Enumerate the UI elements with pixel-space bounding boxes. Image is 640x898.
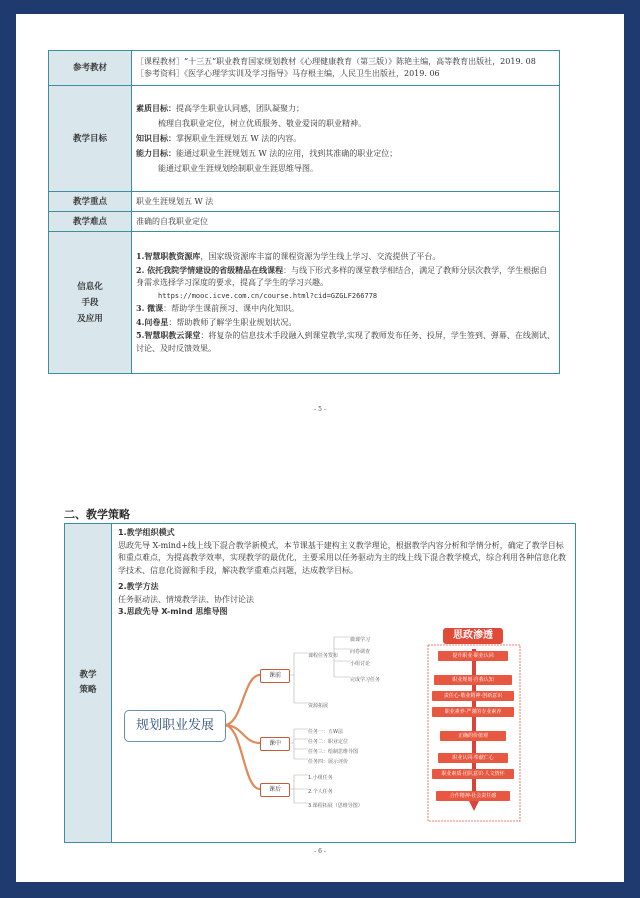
heading-methods: 2.教学方法 — [118, 582, 159, 591]
ideology-item: 职业规划·自我认知 — [434, 675, 512, 685]
strategy-label: 教学 策略 — [65, 524, 112, 843]
heading-organization: 1.教学组织模式 — [118, 528, 175, 537]
mindmap-node: 课程任务发布 — [308, 652, 339, 659]
phase-pre: 课前 — [260, 669, 290, 683]
course-link[interactable]: https://mooc.icve.com.cn/course.html?cid=GZGLF266778 — [158, 291, 378, 300]
phase-in: 课中 — [260, 737, 290, 751]
page-number-5: - 5 - — [314, 406, 326, 413]
mindmap-node: 3.课程拓展（思维导图） — [308, 802, 363, 809]
ideology-item: 提升职业·职业认同 — [438, 651, 508, 661]
mindmap-root: 规划职业发展 — [124, 710, 226, 742]
mindmap-node: 完成学习任务 — [350, 676, 381, 683]
phase-post: 课后 — [260, 783, 290, 797]
ideology-item: 职业认同·奉献仁心 — [438, 753, 508, 763]
course-info-table — [48, 50, 560, 374]
it-label: 信息化 手段 及应用 — [49, 232, 132, 374]
difficult-value: 准确的自我职业定位 — [132, 212, 560, 232]
mindmap-node: 微课学习 — [350, 636, 371, 643]
textbook-value: ［课程教材］“十三五”职业教育国家规划教材《心理健康教育（第三版）》陈艳主编，高等教育出版社，2019. 08 ［参考资料］《医学心理学实训及学习指导》马存根主编，人民卫生出版社，2019. 06 — [132, 51, 560, 86]
difficult-label: 教学难点 — [49, 212, 132, 232]
strategy-content — [112, 524, 576, 843]
ideology-item: 正确的价值观 — [440, 731, 506, 741]
goals-value: 素质目标：提高学生职业认同感，团队凝聚力； 梳理自我职业定位，树立优质服务、敬业爱岗的职业精神。 知识目标：掌握职业生涯规划五 W 法的内容。 能力目标：能通过职业生涯规划五 W 法的应用，找到其准确的职业定位； 能通过职业生涯规划绘制职业生涯思维导图。 — [132, 86, 560, 192]
ideology-item: 职业素养·严谨的专业素养 — [432, 707, 514, 717]
mindmap-node: 任务一：五W法 — [308, 728, 343, 735]
ideology-title: 思政渗透 — [443, 628, 503, 644]
page-number-6: - 6 - — [314, 848, 326, 855]
mindmap-node: 资源拓展 — [308, 702, 329, 709]
goals-label: 教学目标 — [49, 86, 132, 192]
mindmap-node: 任务二：职业定位 — [308, 738, 349, 745]
textbook-label: 参考教材 — [49, 51, 132, 86]
it-value: 1.智慧职教资源库，国家级资源库丰富的课程资源为学生线上学习、交流提供了平台。 2. 依托我院学情建设的省级精品在线课程：与线下形式多样的课堂教学相结合，满足了教师分层次教学，学生根据自身需求选择学习深度的要求，提高了学生的学习兴趣。 https://mooc.icve.com.cn/course.html?cid=GZGLF266778 3. 微课：帮助学生课前预习、课中内化知识。 4.问卷星：帮助教师了解学生职业规划状况。 5.智慧职教云课堂：将复杂的信息技术手段融入到课堂教学,实现了教师发布任务、投屏，学生签到、弹幕、在线测试、讨论、及时反馈效果。 — [132, 232, 560, 374]
mindmap-node: 任务四：展示评价 — [308, 758, 349, 765]
organization-text: 思政先导 X-mind+线上线下混合教学新模式，本节课基于建构主义教学理论，根据教学内容分析和学情分析，确定了教学目标和重点难点，为提高教学效率，实现教学的最优化，主要采用以任务驱动为主的线上线下混合教学模式，综合利用各种信息化教学技术、信息化资源和手段，解决教学重难点问题，达成教学目标。 — [118, 540, 566, 575]
mindmap-node: 1.小组任务 — [308, 774, 333, 781]
mindmap-node: 问卷调查 — [350, 648, 371, 655]
mindmap-node: 2.个人任务 — [308, 788, 333, 795]
mindmap-node: 任务三：绘制思维导图 — [308, 748, 359, 755]
ideology-item: 职业素质·团队意识·人文情怀 — [432, 769, 514, 779]
mindmap-diagram — [118, 625, 564, 825]
ideology-item: 合作精神·社会责任感 — [436, 791, 510, 801]
heading-mindmap: 3.思政先导 X-mind 思维导图 — [118, 607, 228, 616]
mindmap-node: 小组讨论 — [350, 660, 371, 667]
methods-text: 任务驱动法、情境教学法、协作讨论法 — [118, 594, 254, 604]
strategy-table — [64, 523, 576, 843]
key-value: 职业生涯规划五 W 法 — [132, 192, 560, 212]
key-label: 教学重点 — [49, 192, 132, 212]
section-title: 二、教学策略 — [64, 508, 130, 521]
ideology-item: 责任心·敬业精神·创新意识 — [432, 691, 514, 701]
